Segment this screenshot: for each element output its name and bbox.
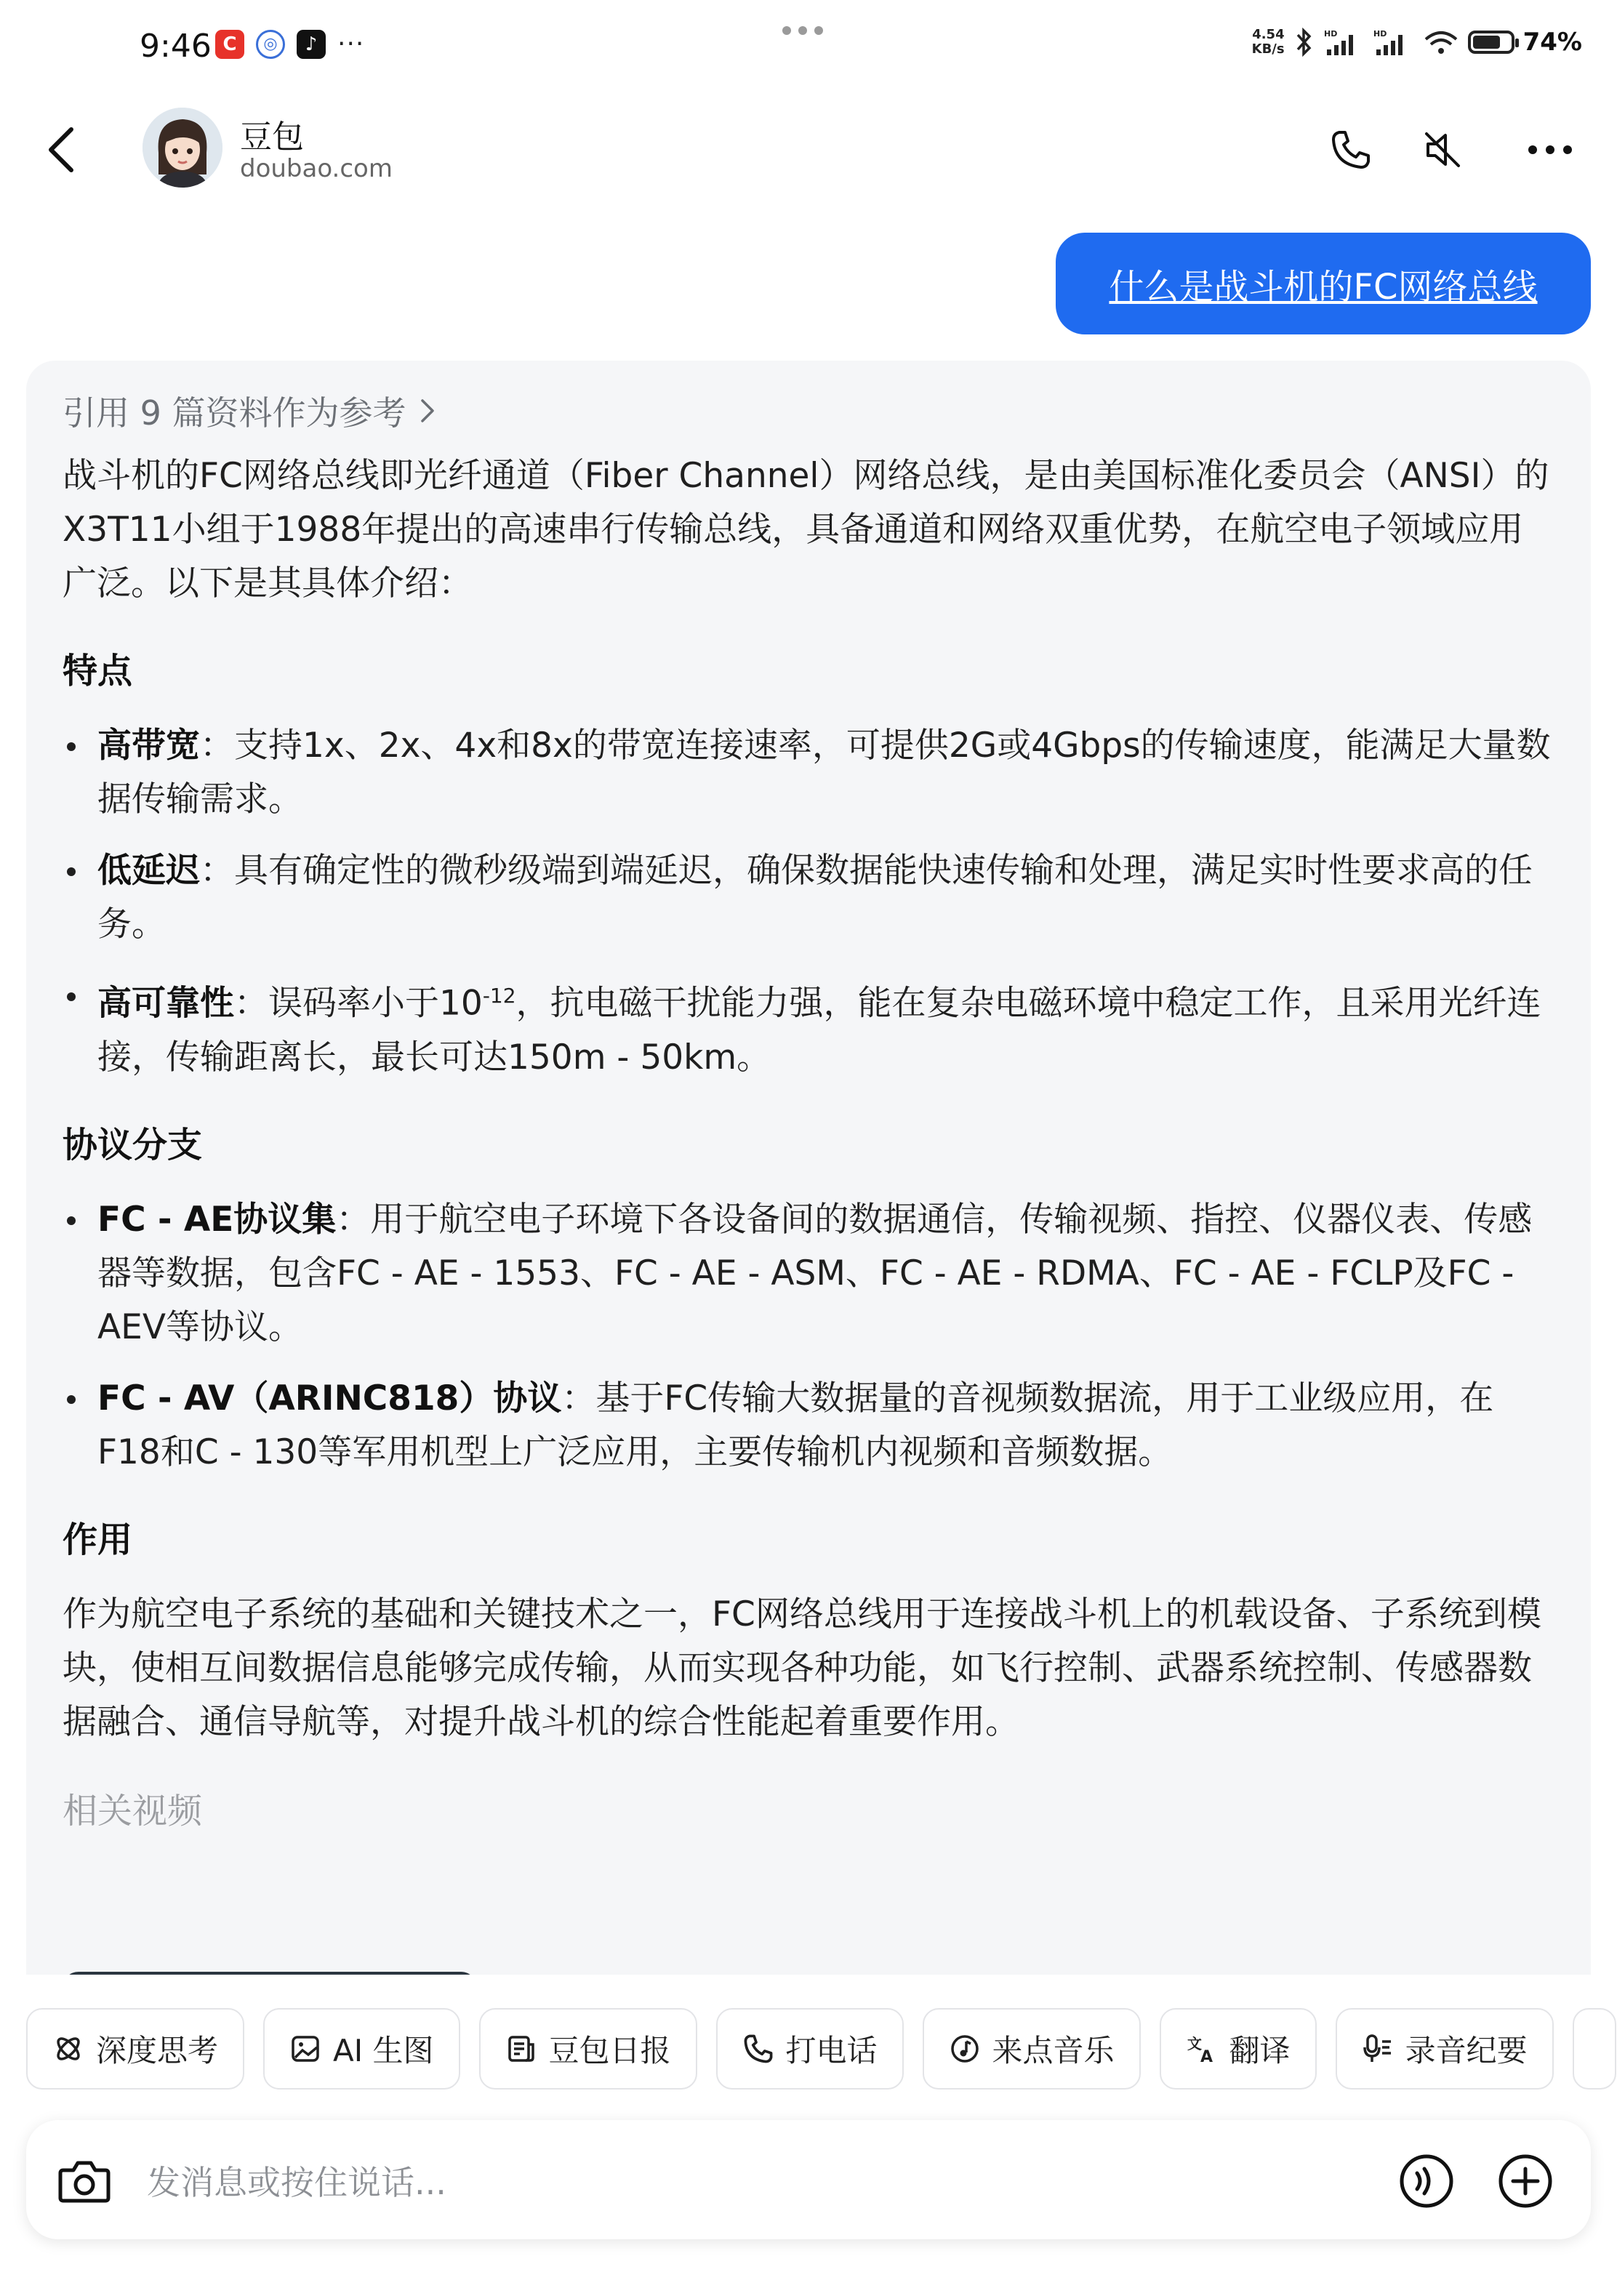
message-input-bar <box>26 2120 1591 2239</box>
notification-icons <box>215 29 364 59</box>
deep-think-icon <box>52 2033 84 2065</box>
wifi-icon <box>1423 28 1459 57</box>
plus-circle-icon <box>1497 2153 1554 2209</box>
status-time: 9:46 <box>140 28 212 65</box>
phone-icon <box>1329 128 1373 172</box>
svg-text:HD: HD <box>1323 29 1337 39</box>
chat-header <box>0 95 1617 204</box>
chevron-left-icon <box>45 127 77 173</box>
chip-record[interactable]: 录音纪要 <box>1336 2008 1554 2090</box>
related-videos-title: 相关视频 <box>63 1790 203 1831</box>
speaker-muted-icon <box>1421 128 1464 172</box>
section-title-role: 作用 <box>63 1519 133 1560</box>
more-notifications-icon: ··· <box>337 29 365 59</box>
quick-action-chips <box>26 2008 1617 2092</box>
daily-news-icon <box>505 2033 537 2065</box>
mute-button[interactable] <box>1416 124 1469 176</box>
section-title-features: 特点 <box>63 651 133 691</box>
chip-daily-news[interactable]: 豆包日报 <box>479 2008 697 2090</box>
voice-call-button[interactable] <box>1396 2151 1457 2212</box>
section-title-protocols: 协议分支 <box>63 1124 203 1165</box>
status-bar <box>0 0 1617 95</box>
svg-text:HD: HD <box>1373 29 1387 39</box>
features-list <box>63 719 1553 1085</box>
app-notification-icon: C <box>215 30 244 59</box>
chip-more[interactable] <box>1573 2008 1616 2090</box>
svg-text:A: A <box>1200 2048 1213 2065</box>
references-label: 引用 9 篇资料作为参考 <box>63 393 406 433</box>
app-notification-icon: ◎ <box>256 30 285 59</box>
back-button[interactable] <box>35 124 87 176</box>
tiktok-icon: ♪ <box>297 30 326 59</box>
battery-percent: 74% <box>1522 28 1582 57</box>
list-item: 高带宽：支持1x、2x、4x和8x的带宽连接速率，可提供2G或4Gbps的传输速度，能满足大量数据传输需求。 <box>63 719 1553 827</box>
related-video-thumbnail[interactable] <box>63 1972 477 1975</box>
list-item: FC - AE协议集：用于航空电子环境下各设备间的数据通信，传输视频、指控、仪器仪表、传感器等数据，包含FC - AE - 1553、FC - AE - ASM、FC - AE - RDMA、FC - AE - FCLP及FC - AEV等协议。 <box>63 1193 1553 1354</box>
window-handle-icon[interactable] <box>782 26 823 35</box>
bot-name[interactable]: 豆包 <box>240 119 304 156</box>
signal-icon <box>1373 28 1414 57</box>
list-item: 高可靠性：误码率小于$10^{-12}$，抗电磁干扰能力强，能在复杂电磁环境中稳定工作，且采用光纤连接，传输距离长，最长可达150m - 50km。 <box>63 969 1553 1085</box>
signal-icon <box>1324 28 1365 57</box>
chip-call[interactable]: 打电话 <box>716 2008 904 2090</box>
network-speed: 4.54 KB/s <box>1251 27 1285 57</box>
translate-icon <box>1186 2033 1218 2065</box>
message-input[interactable]: 发消息或按住说话... <box>147 2163 446 2202</box>
status-indicators <box>1252 28 1582 57</box>
svg-text:文: 文 <box>1187 2035 1202 2052</box>
answer-card <box>26 361 1591 1975</box>
answer-intro: 战斗机的FC网络总线即光纤通道（Fiber Channel）网络总线，是由美国标准化委员会（ANSI）的X3T11小组于1988年提出的高速串行传输总线，具备通道和网络双重优势，在航空电子领域应用广泛。以下是其具体介绍： <box>63 456 1549 603</box>
chip-ai-image[interactable]: AI 生图 <box>263 2008 460 2090</box>
call-button[interactable] <box>1325 124 1377 176</box>
bot-domain: doubao.com <box>240 154 393 183</box>
record-icon <box>1362 2033 1394 2065</box>
bot-avatar[interactable] <box>143 108 222 188</box>
phone-icon <box>742 2033 774 2065</box>
references-link[interactable] <box>63 387 1553 435</box>
role-paragraph: 作为航空电子系统的基础和关键技术之一，FC网络总线用于连接战斗机上的机载设备、子系统到模块，使相互间数据信息能够完成传输，从而实现各种功能，如飞行控制、武器系统控制、传感器数据融合、通信导航等，对提升战斗机的综合性能起着重要作用。 <box>63 1594 1541 1742</box>
voice-wave-icon <box>1398 2153 1455 2209</box>
list-item: FC - AV（ARINC818）协议：基于FC传输大数据量的音视频数据流，用于工业级应用，在F18和C - 130等军用机型上广泛应用，主要传输机内视频和音频数据。 <box>63 1372 1553 1480</box>
more-icon <box>1527 143 1573 157</box>
bluetooth-icon <box>1293 28 1315 57</box>
list-item: 低延迟：具有确定性的微秒级端到端延迟，确保数据能快速传输和处理，满足实时性要求高的任务。 <box>63 844 1553 952</box>
camera-button[interactable] <box>54 2151 115 2212</box>
chip-deep-think[interactable]: 深度思考 <box>26 2008 244 2090</box>
protocols-list <box>63 1193 1553 1480</box>
add-button[interactable] <box>1495 2151 1556 2212</box>
chevron-right-icon <box>420 398 436 424</box>
chip-translate[interactable]: 文 A 翻译 <box>1160 2008 1317 2090</box>
user-message-bubble[interactable]: 什么是战斗机的FC网络总线 <box>1056 233 1591 334</box>
more-options-button[interactable] <box>1524 124 1576 176</box>
camera-icon <box>57 2157 111 2205</box>
battery-icon <box>1468 31 1514 54</box>
chip-music[interactable]: 来点音乐 <box>923 2008 1141 2090</box>
image-gen-icon <box>289 2033 321 2065</box>
music-icon <box>949 2033 981 2065</box>
